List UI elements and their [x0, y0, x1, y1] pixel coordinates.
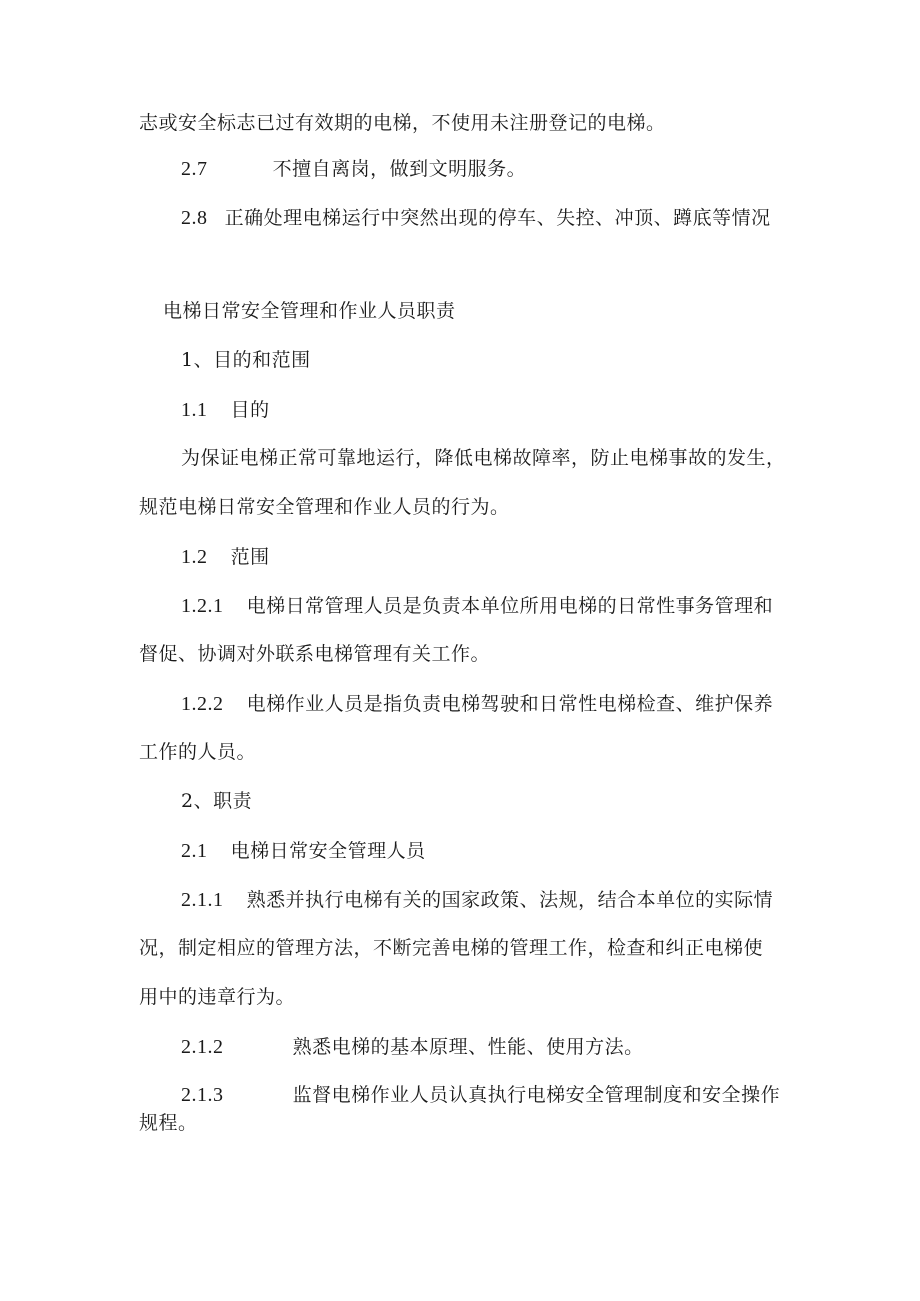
item-1-2-2-line-2	[139, 743, 256, 762]
heading-text: 1、目的和范围	[181, 349, 311, 371]
section-1-heading	[181, 351, 311, 370]
item-number: 2.1	[181, 840, 208, 862]
item-text: 正确处理电梯运行中突然出现的停车、失控、冲顶、蹲底等情况	[224, 207, 771, 229]
item-number: 1.1	[181, 399, 208, 421]
item-text: 熟悉电梯的基本原理、性能、使用方法。	[292, 1036, 644, 1058]
item-number: 2.1.1	[181, 889, 224, 911]
item-text: 目的	[230, 399, 270, 421]
text: 用中的违章行为。	[139, 986, 296, 1008]
text: 督促、协调对外联系电梯管理有关工作。	[139, 643, 491, 665]
text: 为保证电梯正常可靠地运行，降低电梯故障率，防止电梯事故的发生，	[181, 447, 786, 469]
heading-text: 2、职责	[181, 790, 253, 812]
item-1-2-1-line-2	[139, 645, 490, 664]
item-number: 2.1.3	[181, 1084, 224, 1106]
item-1-2	[181, 547, 270, 567]
item-number: 2.8	[181, 207, 208, 229]
item-2-7	[181, 159, 526, 179]
item-text: 电梯日常管理人员是负责本单位所用电梯的日常性事务管理和	[246, 595, 774, 617]
item-text: 熟悉并执行电梯有关的国家政策、法规，结合本单位的实际情	[246, 889, 774, 911]
item-2-8	[181, 208, 771, 228]
item-2-1-3-line-1	[181, 1085, 780, 1105]
item-2-1-1-line-1	[181, 890, 773, 910]
item-number: 1.2	[181, 546, 208, 568]
text: 志或安全标志已过有效期的电梯，不使用未注册登记的电梯。	[139, 112, 666, 134]
text: 况，制定相应的管理方法，不断完善电梯的管理工作，检查和纠正电梯使	[139, 937, 764, 959]
item-1-2-2-line-1	[181, 694, 773, 714]
text: 规范电梯日常安全管理和作业人员的行为。	[139, 496, 510, 518]
item-text: 监督电梯作业人员认真执行电梯安全管理制度和安全操作	[292, 1084, 781, 1106]
item-2-1	[181, 841, 426, 861]
item-text: 电梯日常安全管理人员	[230, 840, 426, 862]
item-number: 1.2.2	[181, 693, 224, 715]
text: 规程。	[139, 1112, 198, 1134]
item-2-1-2	[181, 1037, 644, 1057]
paragraph-carry-over	[139, 114, 666, 133]
item-number: 2.7	[181, 158, 208, 180]
item-number: 2.1.2	[181, 1036, 224, 1058]
purpose-line-2	[139, 498, 510, 517]
item-text: 电梯作业人员是指负责电梯驾驶和日常性电梯检查、维护保养	[246, 693, 774, 715]
text: 工作的人员。	[139, 741, 257, 763]
item-1-1	[181, 400, 270, 420]
purpose-line-1	[181, 449, 786, 468]
item-1-2-1-line-1	[181, 596, 773, 616]
item-text: 范围	[230, 546, 270, 568]
item-2-1-1-line-3	[139, 988, 295, 1007]
title-text: 电梯日常安全管理和作业人员职责	[163, 300, 456, 322]
section-2-heading	[181, 792, 252, 811]
item-2-1-1-line-2	[139, 939, 763, 958]
item-text: 不擅自离岗，做到文明服务。	[272, 158, 527, 180]
item-2-1-3-line-2	[139, 1114, 198, 1133]
section-title	[163, 302, 456, 321]
item-number: 1.2.1	[181, 595, 224, 617]
